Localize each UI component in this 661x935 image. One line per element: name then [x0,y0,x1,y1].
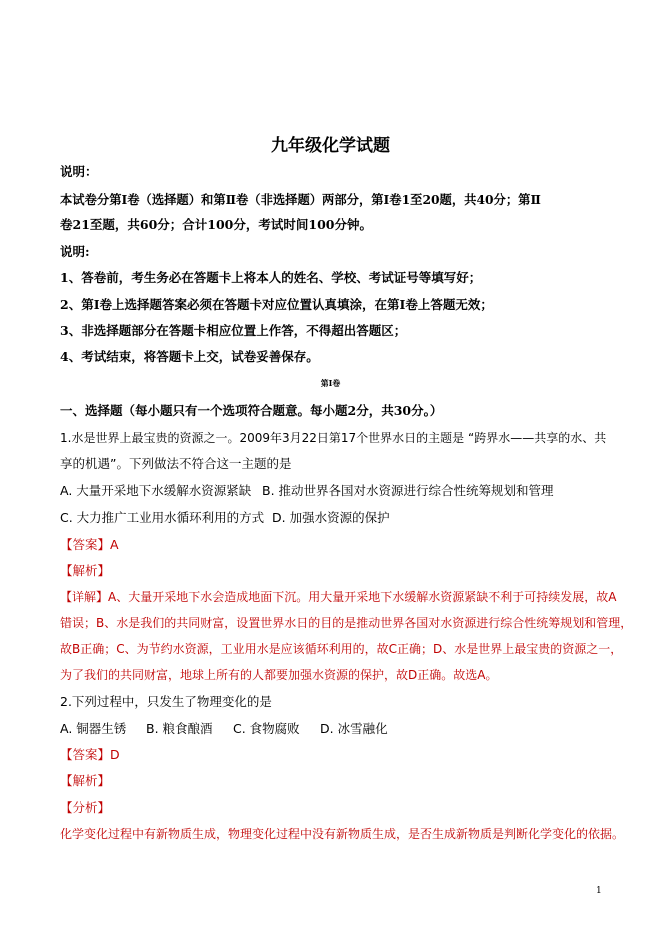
q1-answer: 【答案】A [60,537,119,552]
q2-option-d: D. 冰雪融化 [320,721,388,736]
q2-analysis: 【解析】 [60,773,111,788]
q1-detail-line-3: 故B正确；C、为节约水资源，工业用水是应该循环利用的，故C正确；D、水是世界上最宝贵的资源之一， [60,642,623,656]
page-title: 九年级化学试题 [271,136,390,156]
q1-option-d: D. 加强水资源的保护 [272,510,390,525]
q2-option-b: B. 粮食酿酒 [146,721,213,736]
q2-option-a: A. 铜器生锈 [60,721,127,736]
notes-item-2: 2、第Ⅰ卷上选择题答案必须在答题卡对应位置认真填涂，在第Ⅰ卷上答题无效； [60,297,493,312]
notes-heading-2: 说明: [60,244,90,259]
notes-item-3: 3、非选择题部分在答题卡相应位置上作答，不得超出答题区； [60,323,407,338]
q1-analysis: 【解析】 [60,563,111,578]
q1-stem-line-2: 享的机遇”。下列做法不符合这一主题的是 [60,456,292,471]
q1-detail-line-2: 错误；B、水是我们的共同财富，设置世界水日的目的是推动世界各国对水资源进行综合性统筹规划和管理， [60,616,633,630]
page-number: 1 [596,886,602,896]
q1-stem-line-1: 1.水是世界上最宝贵的资源之一。2009年3月22日第17个世界水日的主题是 “跨界水——共享的水、共 [60,431,607,445]
section-heading: 一、选择题（每小题只有一个选项符合题意。每小题2分，共30分。） [60,403,443,418]
q1-detail-line-1: 【详解】A、大量开采地下水会造成地面下沉。用大量开采地下水缓解水资源紧缺不利于可持续发展，故A [60,590,617,604]
q1-option-a: A. 大量开采地下水缓解水资源紧缺 [60,483,252,498]
q1-option-b: B. 推动世界各国对水资源进行综合性统筹规划和管理 [262,483,554,498]
notes-item-1: 1、答卷前，考生务必在答题卡上将本人的姓名、学校、考试证号等填写好； [60,270,482,285]
notes-item-4: 4、考试结束，将答题卡上交，试卷妥善保存。 [60,349,319,364]
q2-fenxi: 【分析】 [60,800,111,815]
q2-option-c: C. 食物腐败 [233,721,300,736]
q2-fenxi-text: 化学变化过程中有新物质生成，物理变化过程中没有新物质生成，是否生成新物质是判断化学变化的依据。 [60,827,625,841]
q1-option-c: C. 大力推广工业用水循环利用的方式 [60,510,265,525]
q2-stem: 2.下列过程中，只发生了物理变化的是 [60,694,272,709]
q1-detail-line-4: 为了我们的共同财富，地球上所有的人都要加强水资源的保护，故D正确。故选A。 [60,668,498,682]
notes-heading-1: 说明： [60,164,98,179]
q2-answer: 【答案】D [60,747,120,762]
section-title: 第Ⅰ卷 [320,379,341,388]
notes-line-2: 卷21至题，共60分；合计100分，考试时间100分钟。 [60,217,372,232]
notes-line-1: 本试卷分第Ⅰ卷（选择题）和第Ⅱ卷（非选择题）两部分，第Ⅰ卷1至20题，共40分；第Ⅱ [60,192,541,207]
